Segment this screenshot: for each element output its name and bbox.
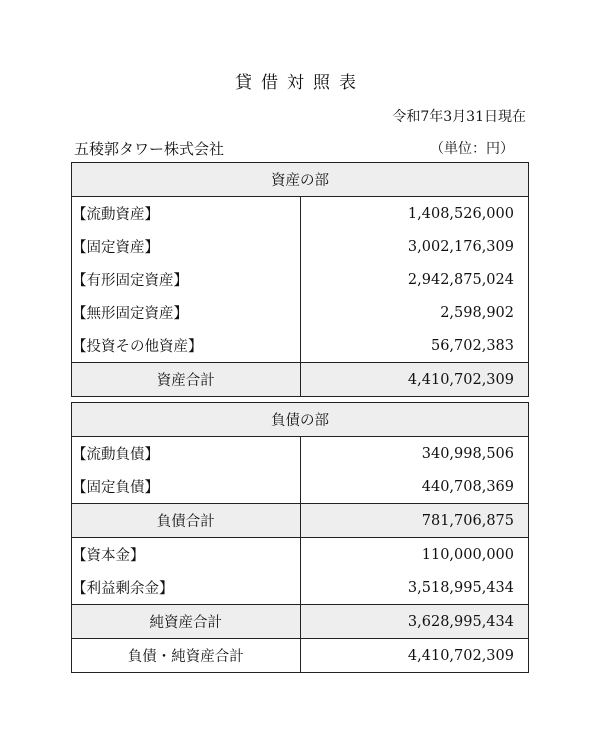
liabilities-section-header: 負債の部 [72,403,529,437]
current-assets-label: 【流動資産】 [72,197,301,231]
assets-total-value: 4,410,702,309 [300,363,529,397]
liabilities-total-row [72,504,529,538]
document-title: 貸借対照表 [235,73,365,93]
current-liabilities-value: 340,998,506 [300,437,529,471]
table-row [72,571,529,605]
fixed-liabilities-value: 440,708,369 [300,470,529,504]
investments-other-assets-value: 56,702,383 [300,329,529,363]
assets-section-header: 資産の部 [72,163,529,197]
current-liabilities-label: 【流動負債】 [72,437,301,471]
net-assets-total-label: 純資産合計 [72,605,301,639]
fixed-assets-value: 3,002,176,309 [300,230,529,263]
table-row [72,329,529,363]
liabilities-total-label: 負債合計 [72,504,301,538]
grand-total-row [72,639,529,673]
table-row [72,437,529,471]
net-assets-total-value: 3,628,995,434 [300,605,529,639]
as-of-date: 令和7年3月31日現在 [392,109,526,125]
investments-other-assets-label: 【投資その他資産】 [72,329,301,363]
table-row [72,296,529,329]
company-name: 五稜郭タワー株式会社 [74,140,225,158]
table-row [72,263,529,296]
table-row [72,470,529,504]
intangible-fixed-assets-value: 2,598,902 [300,296,529,329]
net-assets-total-row [72,605,529,639]
assets-total-label: 資産合計 [72,363,301,397]
current-assets-value: 1,408,526,000 [300,197,529,231]
retained-earnings-label: 【利益剰余金】 [72,571,301,605]
capital-stock-label: 【資本金】 [72,538,301,572]
intangible-fixed-assets-label: 【無形固定資産】 [72,296,301,329]
grand-total-label: 負債・純資産合計 [72,639,301,673]
table-row [72,230,529,263]
capital-stock-value: 110,000,000 [300,538,529,572]
tangible-fixed-assets-label: 【有形固定資産】 [72,263,301,296]
assets-section-header-row [72,163,529,197]
unit-label: （単位：円） [430,141,514,157]
liabilities-equity-table [71,402,529,673]
fixed-assets-label: 【固定資産】 [72,230,301,263]
liabilities-total-value: 781,706,875 [300,504,529,538]
tangible-fixed-assets-value: 2,942,875,024 [300,263,529,296]
liabilities-section-header-row [72,403,529,437]
table-row [72,197,529,231]
grand-total-value: 4,410,702,309 [300,639,529,673]
assets-total-row [72,363,529,397]
table-row [72,538,529,572]
assets-table [71,162,529,397]
retained-earnings-value: 3,518,995,434 [300,571,529,605]
fixed-liabilities-label: 【固定負債】 [72,470,301,504]
